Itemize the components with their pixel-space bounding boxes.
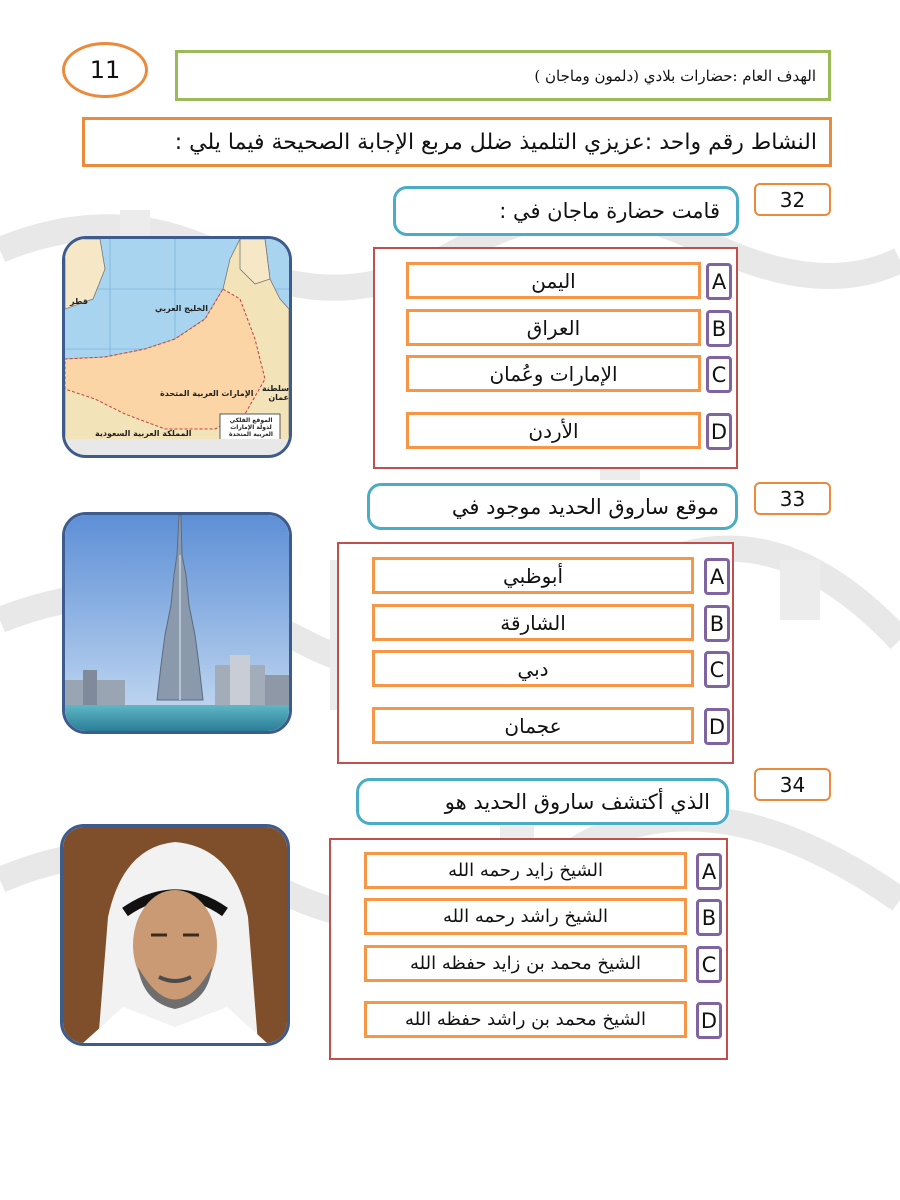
q33-option-d[interactable] [372, 707, 694, 744]
q32-letter-d[interactable] [706, 413, 732, 450]
question-number-32 [754, 183, 831, 216]
question-number-text: 33 [779, 486, 806, 511]
option-text: الشارقة [500, 610, 566, 635]
option-letter: D [700, 1008, 718, 1033]
question-33-prompt [367, 483, 738, 530]
option-text: عجمان [504, 713, 562, 738]
q34-option-a[interactable] [364, 852, 687, 889]
q33-letter-d[interactable] [704, 708, 730, 745]
map-label-oman: سلطنة عمان [261, 384, 289, 402]
question-number-34 [754, 768, 831, 801]
q33-letter-a[interactable] [704, 558, 730, 595]
option-text: اليمن [531, 268, 576, 293]
map-label-uae: الإمارات العربية المتحدة [160, 389, 254, 398]
q33-letter-b[interactable] [704, 605, 730, 642]
q33-option-c[interactable] [372, 650, 694, 687]
q34-letter-c[interactable] [696, 946, 722, 983]
question-text: موقع ساروق الحديد موجود في [451, 494, 719, 519]
q34-option-d[interactable] [364, 1001, 687, 1038]
question-number-text: 34 [779, 772, 806, 797]
q34-letter-b[interactable] [696, 899, 722, 936]
question-text: قامت حضارة ماجان في : [499, 199, 720, 223]
question-text: الذي أكتشف ساروق الحديد هو [444, 789, 710, 814]
goal-text: الهدف العام :حضارات بلادي (دلمون وماجان ) [534, 66, 816, 85]
map-label-location: الموقع الفلكي لدولة الإمارات العربية المتحدة [229, 417, 273, 438]
q33-letter-c[interactable] [704, 651, 730, 688]
option-text: الشيخ محمد بن زايد حفظه الله [410, 953, 641, 974]
q32-letter-b[interactable] [706, 310, 732, 347]
option-letter: B [711, 316, 727, 341]
page-number: 11 [89, 56, 121, 84]
option-letter: B [709, 611, 725, 636]
option-letter: C [701, 952, 717, 977]
option-letter: D [710, 419, 728, 444]
option-text: دبي [517, 656, 549, 681]
q34-option-c[interactable] [364, 945, 687, 982]
q32-option-c[interactable] [406, 355, 701, 392]
option-text: الإمارات وعُمان [489, 361, 618, 386]
option-text: الشيخ راشد رحمه الله [443, 906, 608, 927]
map-label-gulf: الخليج العربي [155, 304, 208, 313]
option-letter: B [701, 905, 717, 930]
option-letter: D [708, 714, 726, 739]
question-number-text: 32 [779, 187, 806, 212]
option-letter: A [709, 564, 725, 589]
q33-option-b[interactable] [372, 604, 694, 641]
option-text: الشيخ محمد بن راشد حفظه الله [405, 1009, 646, 1030]
map-label-qatar: قطر [70, 297, 89, 306]
q32-option-a[interactable] [406, 262, 701, 299]
q32-option-b[interactable] [406, 309, 701, 346]
question-32-prompt [393, 186, 739, 236]
option-letter: C [709, 657, 725, 682]
question-number-33 [754, 482, 831, 515]
burj-khalifa-image [62, 512, 292, 734]
map-label-saudi: المملكة العربية السعودية [95, 429, 192, 438]
option-letter: A [701, 859, 717, 884]
q34-letter-a[interactable] [696, 853, 722, 890]
page-number-badge [62, 42, 148, 98]
goal-banner [175, 50, 831, 101]
activity-instructions [82, 117, 832, 167]
q32-letter-a[interactable] [706, 263, 732, 300]
q34-letter-d[interactable] [696, 1002, 722, 1039]
option-letter: C [711, 362, 727, 387]
question-34-prompt [356, 778, 729, 825]
option-text: العراق [526, 315, 581, 340]
q32-option-d[interactable] [406, 412, 701, 449]
activity-text: النشاط رقم واحد :عزيزي التلميذ ضلل مربع الإجابة الصحيحة فيما يلي : [174, 129, 817, 155]
option-text: الشيخ زايد رحمه الله [448, 860, 603, 881]
option-text: الأردن [528, 418, 579, 443]
q34-option-b[interactable] [364, 898, 687, 935]
option-letter: A [711, 269, 727, 294]
option-text: أبوظبي [502, 563, 564, 588]
sheikh-portrait-image [60, 824, 290, 1046]
uae-map-image [62, 236, 292, 458]
q33-option-a[interactable] [372, 557, 694, 594]
q32-letter-c[interactable] [706, 356, 732, 393]
